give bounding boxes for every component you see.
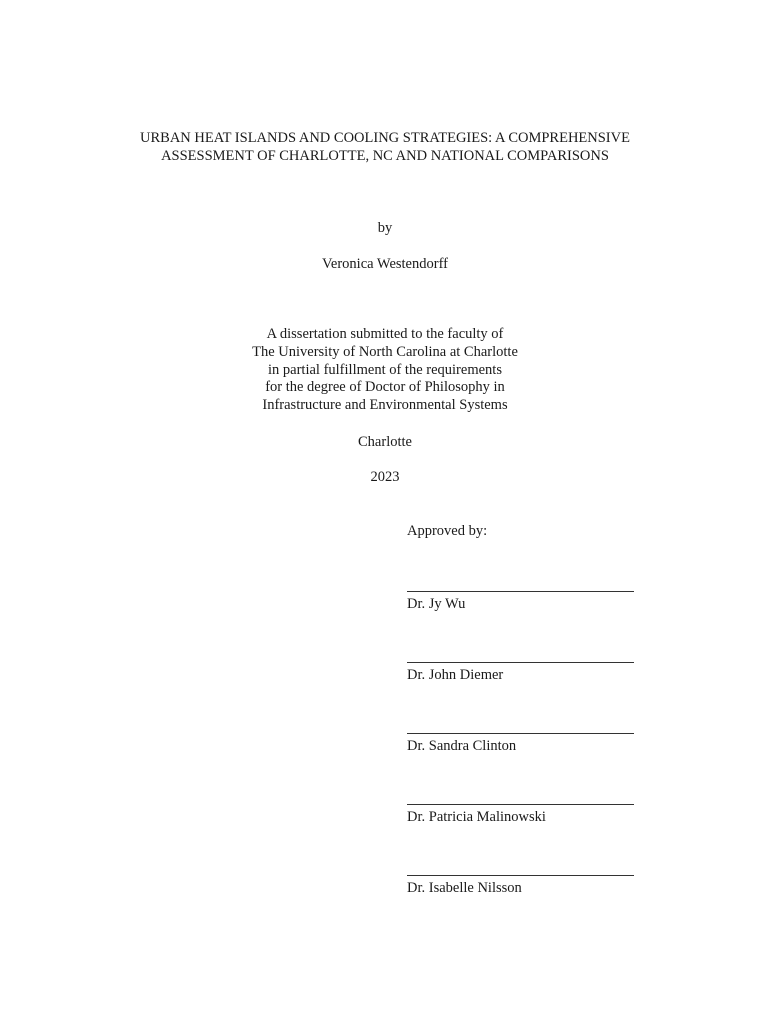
signature-block [407, 804, 634, 826]
signature-line [407, 733, 634, 734]
signature-block [407, 591, 634, 613]
title-line-2: ASSESSMENT OF CHARLOTTE, NC AND NATIONAL COMPARISONS [161, 148, 609, 164]
statement-line: for the degree of Doctor of Philosophy in [265, 379, 505, 396]
signatory-name: Dr. Sandra Clinton [407, 738, 517, 754]
signature-line [407, 662, 634, 663]
dissertation-title [0, 129, 770, 165]
signature-block [407, 662, 634, 684]
title-line-1: URBAN HEAT ISLANDS AND COOLING STRATEGIES: A COMPREHENSIVE [140, 130, 630, 146]
approved-by-label: Approved by: [407, 523, 488, 539]
signatory-name: Dr. Jy Wu [407, 596, 466, 612]
submission-statement [0, 326, 770, 415]
author-name: Veronica Westendorff [322, 256, 448, 272]
signature-block [407, 733, 634, 755]
statement-line: Infrastructure and Environmental Systems [262, 397, 508, 414]
signatory-name: Dr. John Diemer [407, 667, 504, 683]
by-label: by [377, 220, 393, 236]
signatory-name: Dr. Patricia Malinowski [407, 809, 546, 825]
statement-line: A dissertation submitted to the faculty of [266, 326, 504, 342]
year: 2023 [370, 469, 400, 485]
signature-line [407, 591, 634, 592]
signature-block [407, 875, 634, 897]
signature-line [407, 804, 634, 805]
signature-line [407, 875, 634, 876]
place: Charlotte [358, 434, 412, 450]
signatory-name: Dr. Isabelle Nilsson [407, 880, 522, 896]
statement-line: in partial fulfillment of the requirements [268, 361, 502, 378]
statement-line: The University of North Carolina at Charlotte [252, 343, 518, 360]
approval-heading-block [407, 522, 647, 540]
